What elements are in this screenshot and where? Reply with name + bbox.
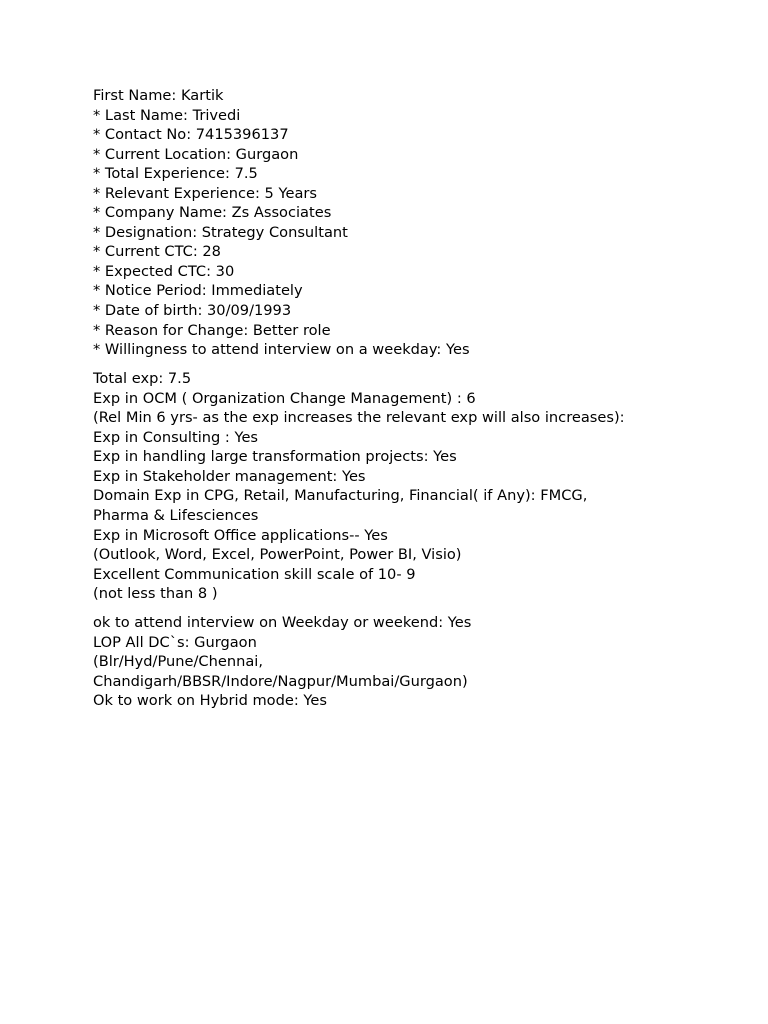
- total-exp-line: Total exp: 7.5: [93, 370, 192, 388]
- domain-exp-continued-line: Pharma & Lifesciences: [93, 506, 259, 524]
- first-name-line: First Name: Kartik: [93, 87, 224, 104]
- candidate-details-section: [93, 86, 733, 360]
- section-spacer: [93, 360, 733, 370]
- consulting-exp-line: Exp in Consulting : Yes: [93, 428, 259, 446]
- lop-line: LOP All DC`s: Gurgaon: [93, 633, 257, 651]
- date-of-birth-line: * Date of birth: 30/09/1993: [93, 302, 292, 320]
- office-apps-list-line: (Outlook, Word, Excel, PowerPoint, Power BI, Visio): [93, 546, 462, 564]
- weekday-interview-line: * Willingness to attend interview on a weekday: Yes: [93, 341, 470, 359]
- reason-for-change-line: * Reason for Change: Better role: [93, 321, 331, 339]
- transformation-exp-line: Exp in handling large transformation projects: Yes: [93, 448, 457, 466]
- expected-ctc-line: * Expected CTC: 30: [93, 262, 235, 280]
- contact-no-line: * Contact No: 7415396137: [93, 126, 289, 144]
- locations-line-2: Chandigarh/BBSR/Indore/Nagpur/Mumbai/Gurgaon): [93, 672, 468, 690]
- domain-exp-line: Domain Exp in CPG, Retail, Manufacturing, Financial( if Any): FMCG,: [93, 487, 588, 505]
- experience-section: [93, 369, 733, 604]
- hybrid-mode-line: Ok to work on Hybrid mode: Yes: [93, 692, 327, 710]
- notice-period-line: * Notice Period: Immediately: [93, 282, 303, 300]
- total-experience-line: * Total Experience: 7.5: [93, 165, 258, 183]
- interview-availability-line: ok to attend interview on Weekday or weekend: Yes: [93, 614, 472, 632]
- designation-line: * Designation: Strategy Consultant: [93, 223, 348, 241]
- relevant-experience-line: * Relevant Experience: 5 Years: [93, 184, 317, 202]
- relevant-min-line: (Rel Min 6 yrs- as the exp increases the relevant exp will also increases):: [93, 409, 625, 427]
- ocm-exp-line: Exp in OCM ( Organization Change Management) : 6: [93, 389, 476, 407]
- communication-skill-line: Excellent Communication skill scale of 10- 9: [93, 565, 416, 583]
- document-body: [93, 86, 733, 711]
- current-ctc-line: * Current CTC: 28: [93, 243, 221, 261]
- company-name-line: * Company Name: Zs Associates: [93, 204, 332, 222]
- office-apps-exp-line: Exp in Microsoft Office applications-- Yes: [93, 526, 388, 544]
- last-name-line: * Last Name: Trivedi: [93, 106, 241, 124]
- section-spacer: [93, 604, 733, 614]
- locations-line-1: (Blr/Hyd/Pune/Chennai,: [93, 653, 263, 671]
- stakeholder-exp-line: Exp in Stakeholder management: Yes: [93, 467, 366, 485]
- current-location-line: * Current Location: Gurgaon: [93, 145, 299, 163]
- communication-min-line: (not less than 8 ): [93, 585, 218, 603]
- availability-section: [93, 613, 733, 711]
